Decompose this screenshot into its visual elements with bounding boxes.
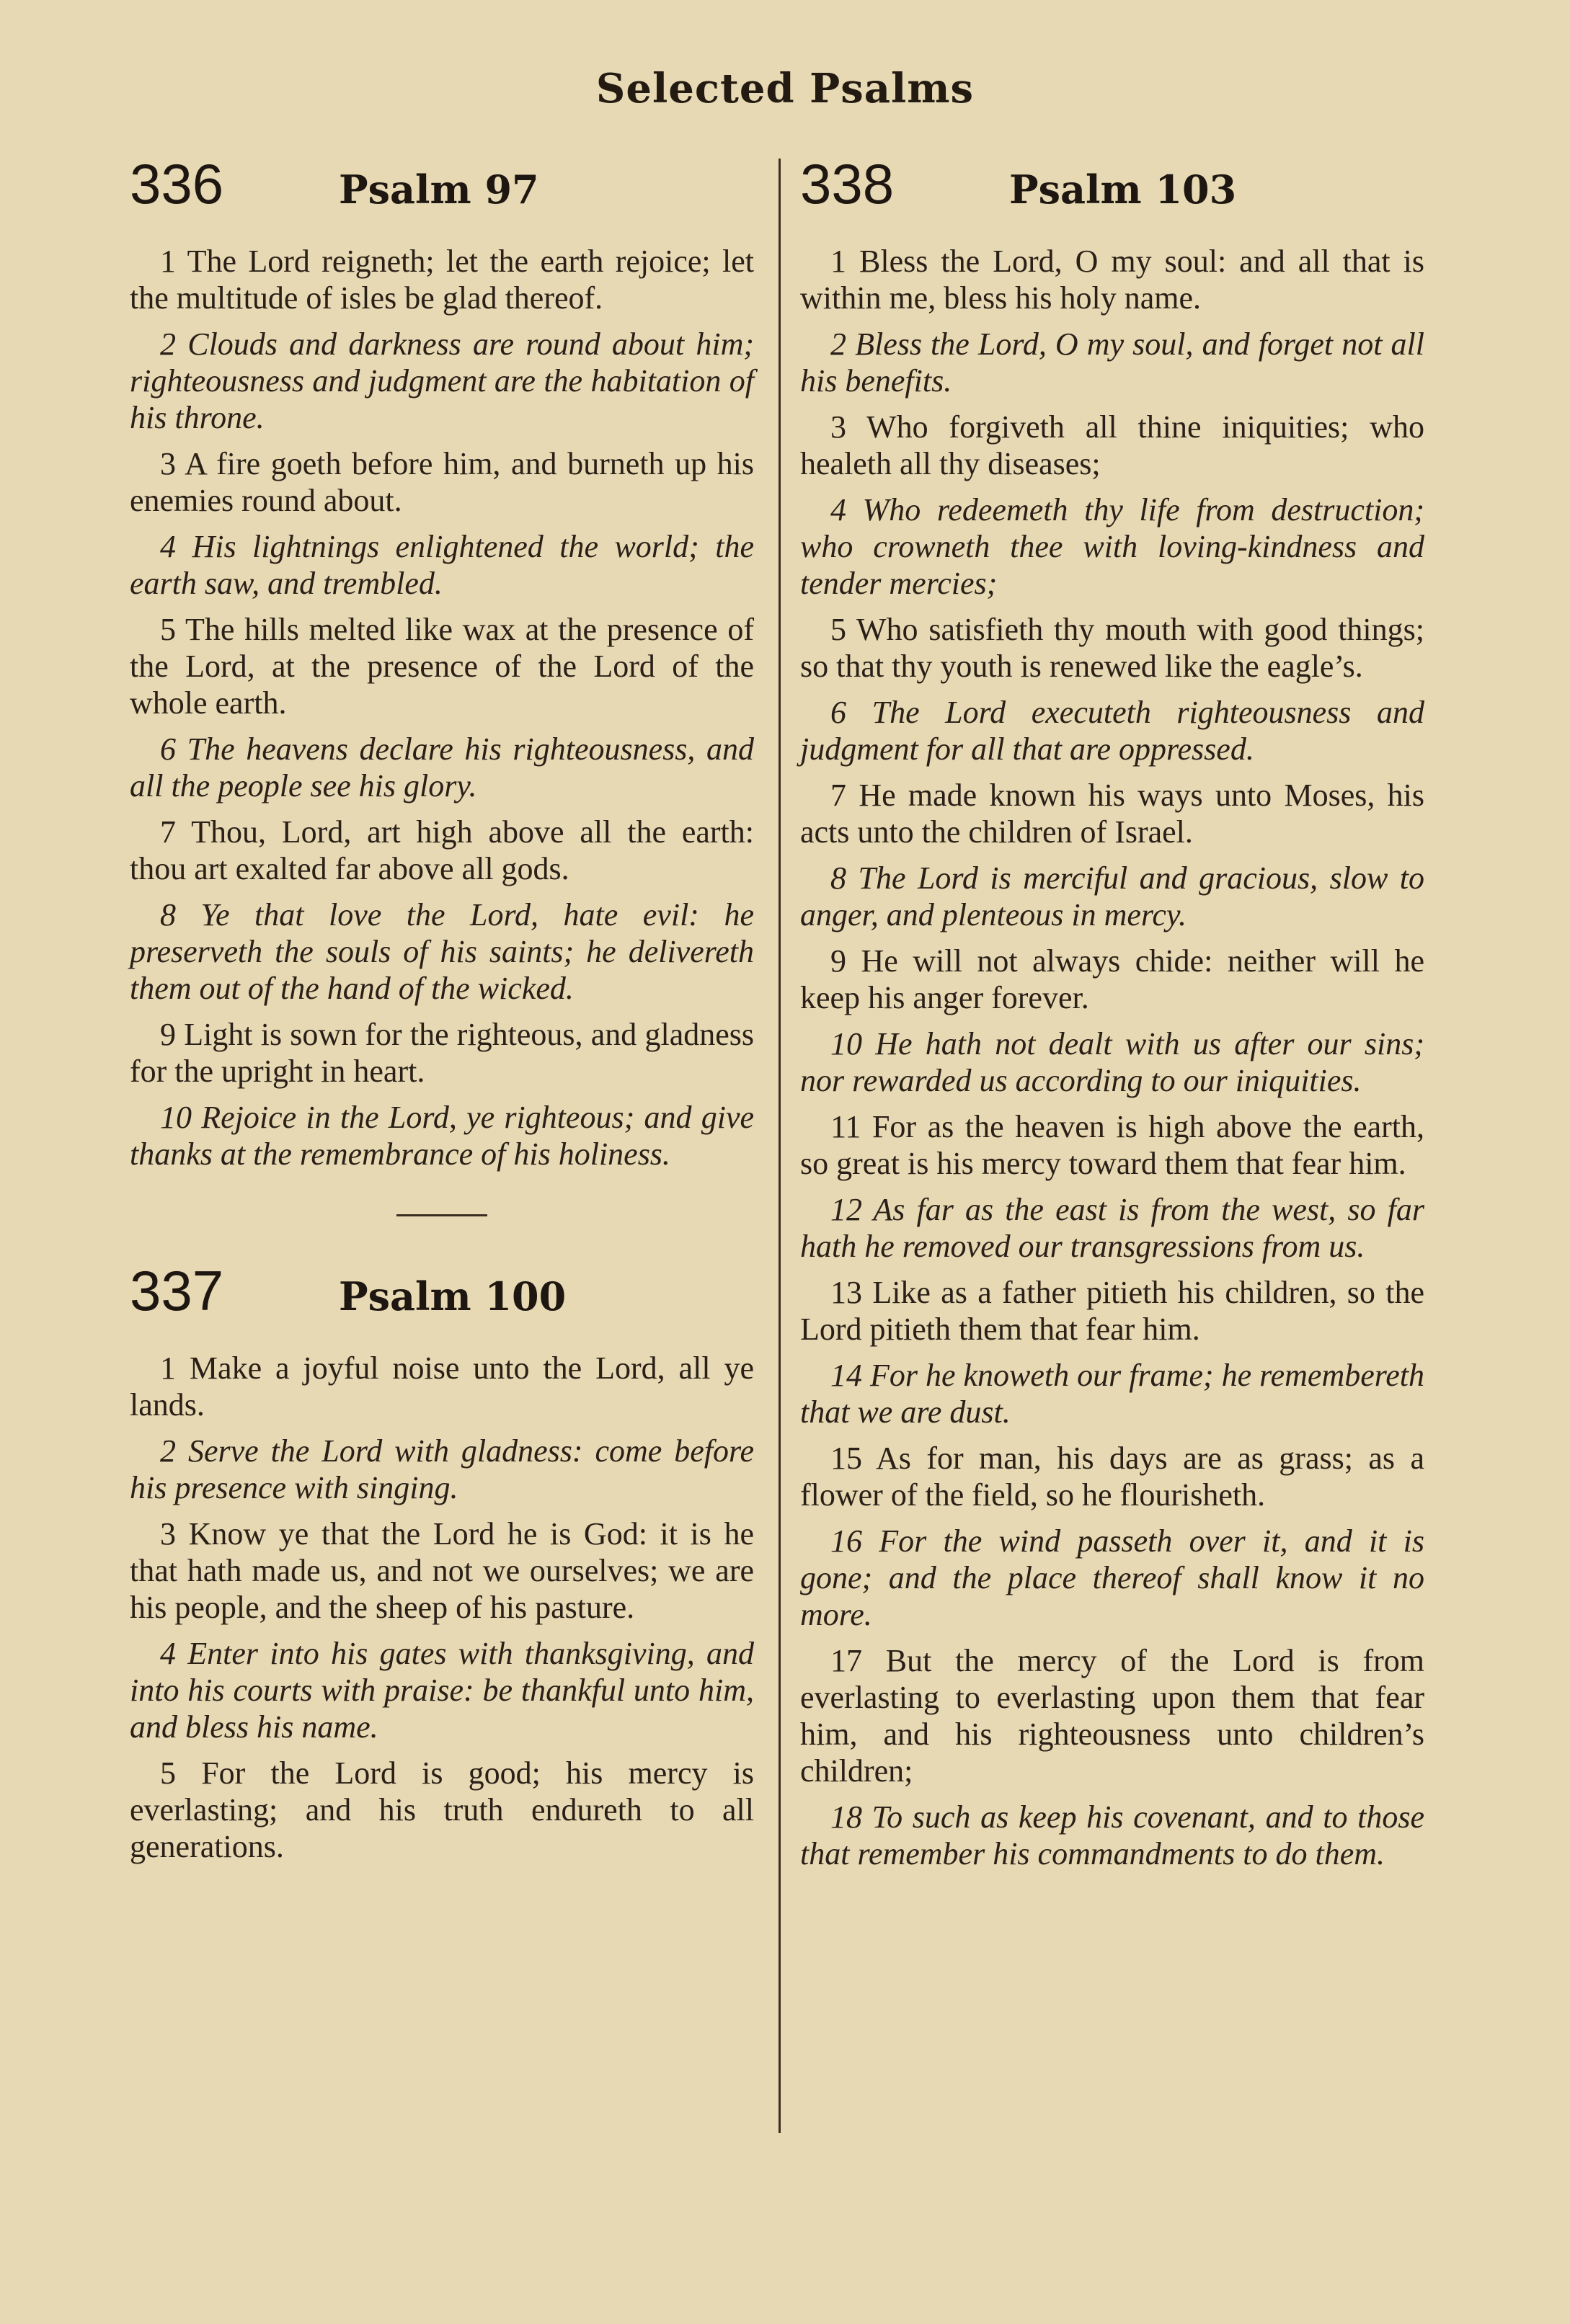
verse-number: 6 bbox=[830, 695, 846, 730]
verse-text: For the Lord is good; his mercy is everlasting; and his truth endureth to all generations. bbox=[130, 1755, 755, 1864]
verse-number: 6 bbox=[160, 731, 176, 767]
verse-text: Who satisfieth thy mouth with good things; so that thy youth is renewed like the eagle’s. bbox=[800, 612, 1424, 684]
verse-text: For as the heaven is high above the earth, so great is his mercy toward them that fear him. bbox=[800, 1109, 1425, 1181]
verse-number: 12 bbox=[830, 1192, 862, 1227]
verse-number: 1 bbox=[160, 1350, 176, 1386]
psalm-title: Psalm 103 bbox=[1009, 166, 1237, 213]
verse-number: 4 bbox=[830, 492, 846, 527]
verse bbox=[130, 445, 754, 519]
verse bbox=[800, 1025, 1424, 1099]
verse-text: To such as keep his covenant, and to those that remember his commandments to do them. bbox=[800, 1799, 1425, 1871]
verse-number: 3 bbox=[160, 446, 176, 481]
verse-number: 16 bbox=[830, 1523, 862, 1559]
verse-number: 9 bbox=[830, 943, 846, 979]
verse bbox=[800, 1523, 1424, 1633]
verse-text: The Lord executeth righteousness and judgment for all that are oppressed. bbox=[800, 695, 1425, 767]
verse-number: 18 bbox=[830, 1799, 862, 1835]
verse-number: 10 bbox=[830, 1026, 862, 1061]
page-header: Selected Psalms bbox=[595, 65, 975, 112]
verse bbox=[800, 243, 1424, 316]
verse-number: 15 bbox=[830, 1441, 862, 1476]
psalm-number: 338 bbox=[800, 152, 895, 215]
verse-number: 17 bbox=[830, 1643, 862, 1678]
psalm-336 bbox=[130, 151, 754, 1172]
psalm-title: Psalm 97 bbox=[339, 166, 539, 213]
verse-text: His lightnings enlightened the world; the earth saw, and trembled. bbox=[130, 529, 755, 601]
verse-number: 4 bbox=[160, 529, 176, 564]
verse bbox=[800, 491, 1424, 602]
right-column bbox=[800, 151, 1424, 1882]
verse-text: Clouds and darkness are round about him; righteousness and judgment are the habitation of his throne. bbox=[130, 326, 755, 435]
verse-text: Serve the Lord with gladness: come before his presence with singing. bbox=[130, 1433, 755, 1505]
psalm-heading bbox=[800, 151, 1424, 217]
verse-number: 8 bbox=[160, 897, 176, 932]
verse-number: 2 bbox=[830, 326, 846, 362]
verse-text: Who redeemeth thy life from destruction; who crowneth thee with loving-kindness and tender mercies; bbox=[800, 492, 1424, 601]
verse-text: He hath not dealt with us after our sins; nor rewarded us according to our iniquities. bbox=[800, 1026, 1425, 1098]
verse-text: Make a joyful noise unto the Lord, all ye lands. bbox=[130, 1350, 754, 1423]
psalm-heading bbox=[130, 1258, 754, 1324]
verse-text: He will not always chide: neither will he keep his anger forever. bbox=[800, 943, 1425, 1015]
psalm-heading bbox=[130, 151, 754, 217]
verse-number: 5 bbox=[830, 612, 846, 647]
verse bbox=[130, 1099, 754, 1172]
verse-text: As far as the east is from the west, so far hath he removed our transgressions from us. bbox=[800, 1192, 1424, 1264]
psalm-number: 337 bbox=[130, 1259, 224, 1322]
verse-list bbox=[130, 243, 754, 1172]
verse bbox=[800, 1274, 1424, 1348]
verse bbox=[800, 409, 1424, 482]
verse-text: The Lord reigneth; let the earth rejoice; let the multitude of isles be glad thereof. bbox=[130, 244, 754, 316]
verse bbox=[800, 694, 1424, 767]
verse-number: 11 bbox=[830, 1109, 861, 1144]
verse-number: 7 bbox=[830, 778, 846, 813]
verse bbox=[130, 814, 754, 887]
verse-text: Thou, Lord, art high above all the earth: thou art exalted far above all gods. bbox=[130, 814, 754, 886]
verse bbox=[130, 731, 754, 804]
verse-text: The hills melted like wax at the presence of the Lord, at the presence of the Lord of the whole earth. bbox=[130, 612, 754, 721]
verse-number: 9 bbox=[160, 1017, 176, 1052]
verse-text: Bless the Lord, O my soul: and all that is within me, bless his holy name. bbox=[800, 244, 1424, 316]
verse-number: 1 bbox=[830, 244, 846, 279]
verse-text: For the wind passeth over it, and it is gone; and the place thereof shall know it no more. bbox=[800, 1523, 1424, 1632]
verse-number: 2 bbox=[160, 1433, 176, 1469]
verse-number: 7 bbox=[160, 814, 176, 850]
section-divider bbox=[396, 1214, 487, 1216]
verse-text: Like as a father pitieth his children, so the Lord pitieth them that fear him. bbox=[800, 1275, 1424, 1347]
verse-number: 2 bbox=[160, 326, 176, 362]
verse-text: Ye that love the Lord, hate evil: he preserveth the souls of his saints; he delivereth them out of the hand of the wicked. bbox=[130, 897, 755, 1006]
verse bbox=[130, 243, 754, 316]
column-divider bbox=[779, 159, 781, 2133]
verse-number: 1 bbox=[160, 244, 176, 279]
psalm-title: Psalm 100 bbox=[339, 1273, 567, 1319]
verse-text: But the mercy of the Lord is from everlasting to everlasting upon them that fear him, and his righteousness unto children’s children; bbox=[800, 1643, 1425, 1789]
verse bbox=[130, 1016, 754, 1090]
left-column bbox=[130, 151, 754, 1874]
verse-number: 5 bbox=[160, 1755, 176, 1791]
verse bbox=[800, 1799, 1424, 1872]
verse-list bbox=[800, 243, 1424, 1872]
verse bbox=[800, 777, 1424, 850]
verse-text: The Lord is merciful and gracious, slow to anger, and plenteous in mercy. bbox=[800, 860, 1425, 932]
verse-number: 13 bbox=[830, 1275, 862, 1310]
verse bbox=[800, 860, 1424, 933]
verse-number: 14 bbox=[830, 1358, 862, 1393]
verse-text: Light is sown for the righteous, and gladness for the upright in heart. bbox=[130, 1017, 754, 1089]
verse bbox=[130, 1515, 754, 1626]
verse-text: Who forgiveth all thine iniquities; who healeth all thy diseases; bbox=[800, 409, 1424, 481]
verse-text: Rejoice in the Lord, ye righteous; and give thanks at the remembrance of his holiness. bbox=[130, 1100, 755, 1172]
psalm-337 bbox=[130, 1258, 754, 1865]
verse bbox=[800, 943, 1424, 1016]
verse bbox=[800, 1357, 1424, 1430]
verse-text: Know ye that the Lord he is God: it is he that hath made us, and not we ourselves; we are his people, and the sheep of his pasture. bbox=[130, 1516, 755, 1625]
psalm-338 bbox=[800, 151, 1424, 1872]
verse-text: As for man, his days are as grass; as a flower of the field, so he flourisheth. bbox=[800, 1441, 1424, 1513]
verse-text: The heavens declare his righteousness, and all the people see his glory. bbox=[130, 731, 754, 803]
verse bbox=[800, 1642, 1424, 1789]
verse bbox=[130, 611, 754, 721]
verse bbox=[800, 1108, 1424, 1182]
verse bbox=[800, 1191, 1424, 1265]
verse-text: He made known his ways unto Moses, his acts unto the children of Israel. bbox=[800, 778, 1425, 850]
verse bbox=[130, 1755, 754, 1865]
verse-number: 3 bbox=[160, 1516, 176, 1551]
verse-number: 10 bbox=[160, 1100, 192, 1135]
verse bbox=[130, 1635, 754, 1745]
verse-text: A fire goeth before him, and burneth up his enemies round about. bbox=[130, 446, 754, 518]
verse-number: 4 bbox=[160, 1636, 176, 1671]
verse-number: 3 bbox=[830, 409, 846, 445]
verse-number: 5 bbox=[160, 612, 176, 647]
verse bbox=[800, 326, 1424, 399]
verse-text: Enter into his gates with thanksgiving, and into his courts with praise: be thankful unto him, and bless his name. bbox=[130, 1636, 754, 1745]
verse-number: 8 bbox=[830, 860, 846, 896]
verse bbox=[130, 896, 754, 1007]
verse bbox=[130, 326, 754, 436]
verse-list bbox=[130, 1350, 754, 1865]
verse-text: Bless the Lord, O my soul, and forget not all his benefits. bbox=[800, 326, 1425, 399]
verse bbox=[800, 1440, 1424, 1513]
verse bbox=[130, 1350, 754, 1423]
verse bbox=[800, 611, 1424, 685]
psalm-number: 336 bbox=[130, 152, 224, 215]
verse bbox=[130, 528, 754, 602]
verse-text: For he knoweth our frame; he remembereth that we are dust. bbox=[800, 1358, 1424, 1430]
verse bbox=[130, 1433, 754, 1506]
